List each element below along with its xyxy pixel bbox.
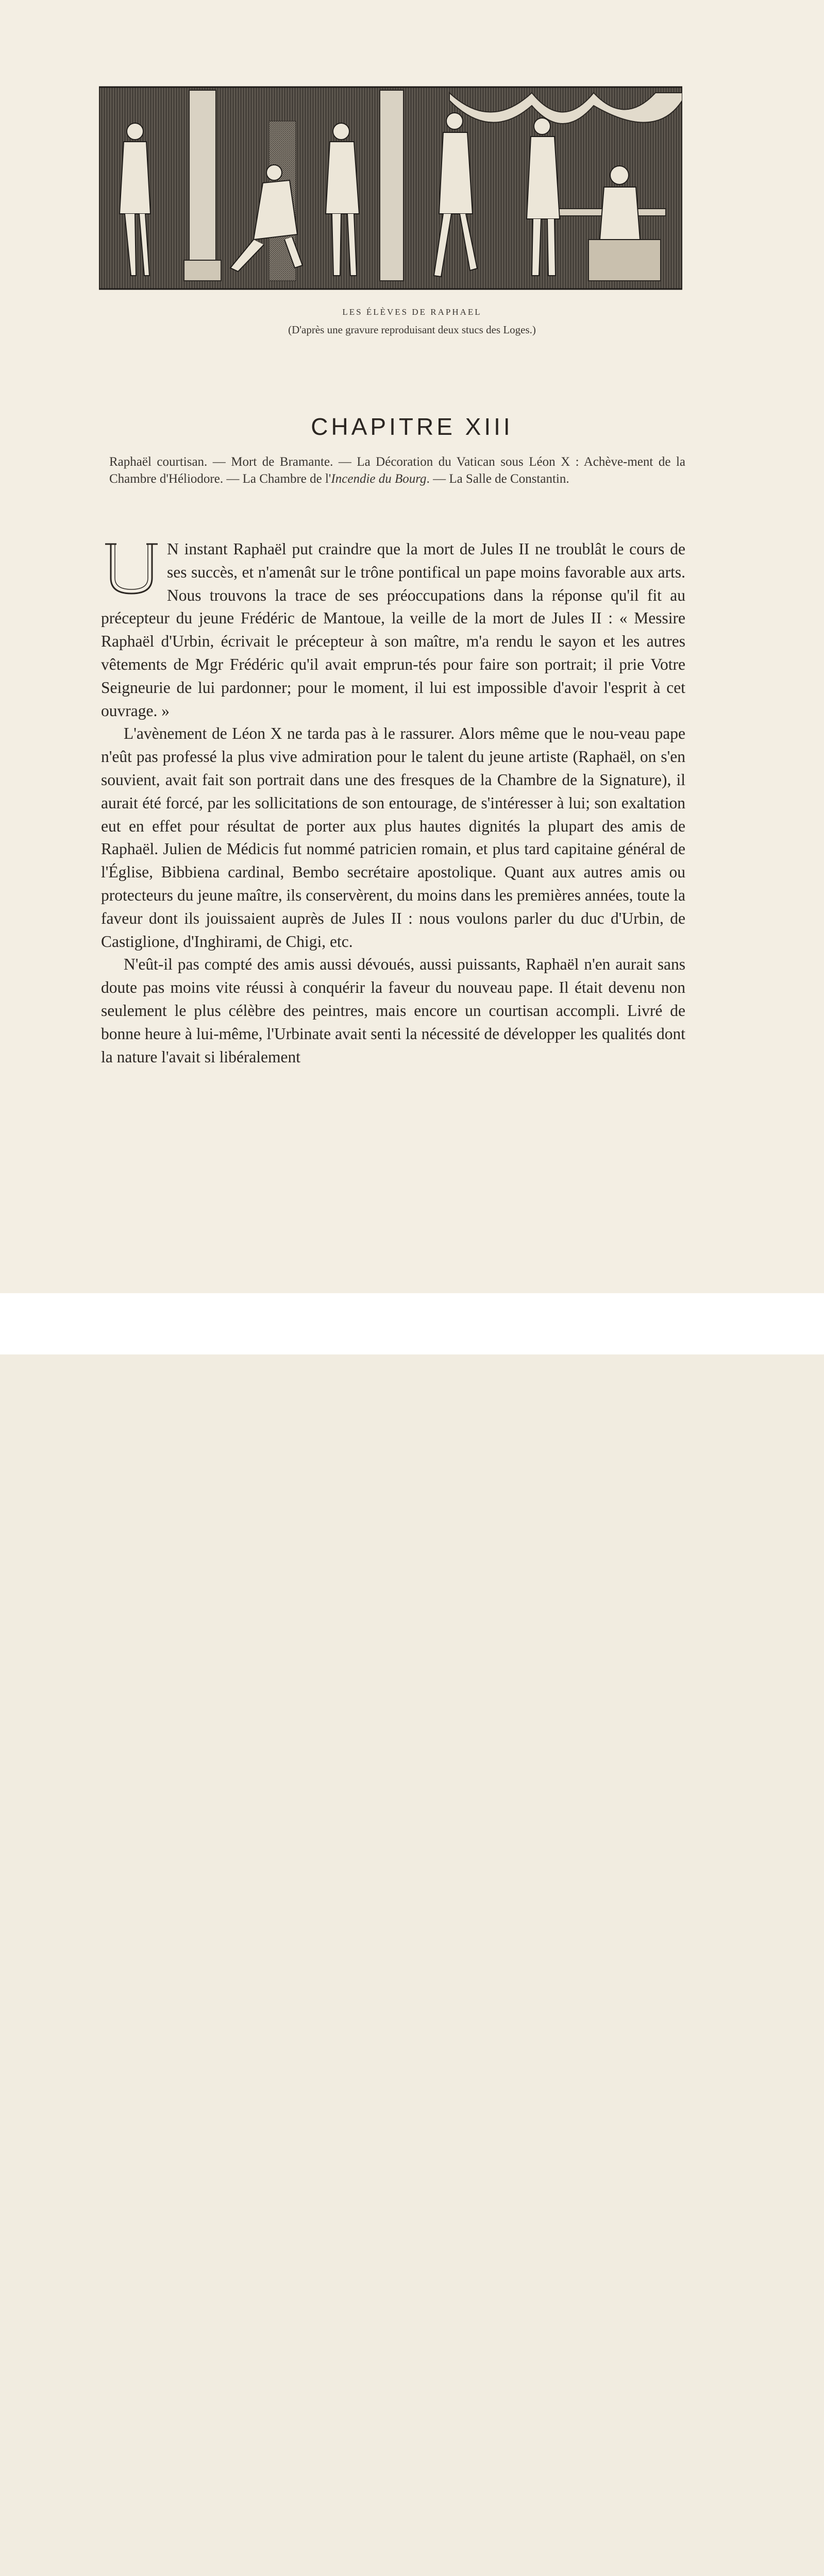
summary-text-a: Raphaël courtisan. — Mort de Bramante. — La Décoration du Vatican sous Léon X : Achève-ment de la Chambre d'Héliodore. — La Chambre de l' (109, 455, 685, 486)
illustration-caption-title: LES ÉLÈVES DE RAPHAEL (342, 307, 482, 317)
paragraph-1-text: N instant Raphaël put craindre que la mort de Jules II ne troublât le cours de ses succès, et n'amenât sur le trône pontifical un pape moins favorable aux arts. Nous trouvons la trace de ses préoccupations dans la réponse qu'il fit au précepteur du jeune Frédéric de Mantoue, la veille de la mort de Jules II : « Messire Raphaël d'Urbin, écrivait le précepteur à son maître, m'a rendu le sayon et les autres vêtements de Mgr Frédéric qu'il avait emprun-tés pour faire son portrait; il prie Votre Seigneurie de lui pardonner; pour le moment, il lui est impossible d'avoir l'esprit à cet ouvrage. » (101, 540, 685, 720)
summary-text-b: . — La Salle de Constantin. (426, 472, 569, 486)
summary-text-italic: Incendie du Bourg (331, 472, 427, 486)
illustration-caption-subtitle: (D'après une gravure reproduisant deux stucs des Loges.) (288, 324, 536, 336)
dropcap-u-icon (101, 540, 162, 601)
paragraph-1 (101, 538, 685, 722)
chapter-summary (109, 453, 685, 487)
body-text (101, 538, 685, 1069)
footer-bar (0, 1293, 824, 1354)
paragraph-3: N'eût-il pas compté des amis aussi dévoués, aussi puissants, Raphaël n'en aurait sans doute pas moins vite réussi à conquérir la faveur du nouveau pape. Il était devenu non seulement le plus célèbre des peintres, mais encore un courtisan accompli. Livré de bonne heure à lui-même, l'Urbinate avait senti la nécessité de développer les qualités dont la nature l'avait si libéralement (101, 955, 685, 1066)
chapter-title: CHAPITRE XIII (311, 413, 513, 440)
engraving-illustration (99, 85, 682, 292)
paragraph-2: L'avènement de Léon X ne tarda pas à le rassurer. Alors même que le nou-veau pape n'eût pas professé la plus vive admiration pour le talent du jeune artiste (Raphaël, on s'en souvient, avait fait son portrait dans une des fresques de la Chambre de la Signature), il aurait été forcé, par les sollicitations de son entourage, de s'intéresser à lui; son exaltation eut en effet pour résultat de porter aux plus hautes dignités la plupart des amis de Raphaël. Julien de Médicis fut nommé patricien romain, et plus tard capitaine général de l'Église, Bibbiena cardinal, Bembo secrétaire apostolique. Quant aux autres amis ou protecteurs du jeune maître, ils conservèrent, du moins dans les premières années, toute la faveur dont ils jouissaient auprès de Jules II : nous voulons parler du duc d'Urbin, de Castiglione, d'Inghirami, de Chigi, etc. (101, 724, 685, 951)
